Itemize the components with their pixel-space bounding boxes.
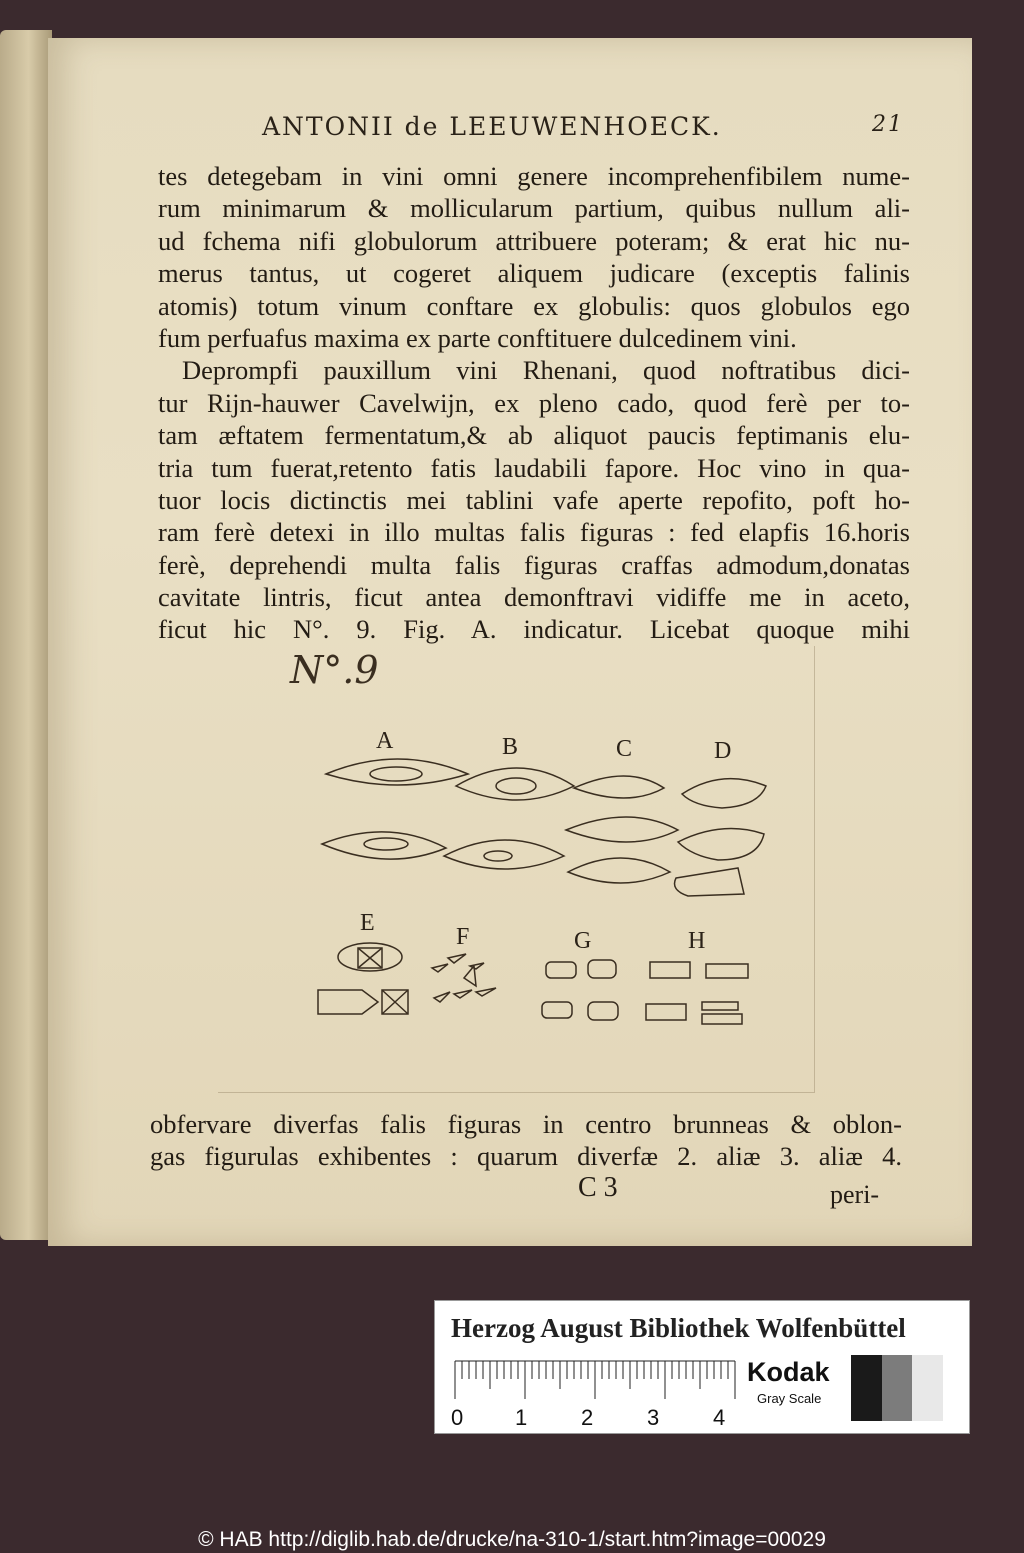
text-line: gas figurulas exhibentes : quarum diverfæ 2. aliæ 3. aliæ 4. — [150, 1141, 902, 1172]
text-line: cavitate lintris, ficut antea demonftravi vidiffe me in aceto, — [158, 582, 910, 613]
ruler-label-3: 3 — [647, 1405, 660, 1429]
text-line: tur Rijn-hauwer Cavelwijn, ex pleno cado, quod ferè per to- — [158, 387, 910, 418]
running-title: ANTONII de LEEUWENHOECK. — [262, 112, 722, 141]
figure-b-lower — [444, 840, 564, 869]
text-line: atomis) totum vinum conftare ex globulis: quos globulos ego — [158, 290, 910, 321]
figure-label-g: G — [574, 928, 592, 954]
text-line: rum minimarum & mollicularum partium, quibus nullum ali- — [158, 193, 910, 224]
figure-label-a: A — [376, 728, 394, 754]
figure-label-f: F — [456, 924, 470, 950]
figure-a-lower-center — [364, 838, 408, 850]
text-line: tes detegebam in vini omni genere incomprehenfibilem nume- — [158, 161, 910, 191]
main-text — [158, 160, 910, 646]
figure-g-3 — [542, 1002, 572, 1018]
ruler-label-1: 1 — [515, 1405, 528, 1429]
figure-label-d: D — [714, 738, 732, 764]
running-header — [262, 112, 962, 141]
ruler-label-0: 0 — [451, 1405, 464, 1429]
figure-h-2 — [706, 964, 748, 978]
swatch-black — [851, 1355, 882, 1421]
previous-page-edge — [0, 30, 52, 1240]
figure-h-5 — [702, 1014, 742, 1024]
gray-scale-label: Gray Scale — [757, 1391, 822, 1406]
figure-h-4 — [702, 1002, 738, 1010]
gray-swatches — [851, 1355, 943, 1421]
copyright-footer: © HAB http://diglib.hab.de/drucke/na-310-1/start.htm?image=00029 — [198, 1528, 826, 1551]
figure-label-h: H — [688, 928, 706, 954]
text-line: ficut hic N°. 9. Fig. A. indicatur. Licebat quoque mihi — [158, 614, 910, 645]
continuation-text — [150, 1108, 902, 1173]
ruler-label-4: 4 — [713, 1405, 726, 1429]
text-line: ferè, deprehendi multa falis figuras craffas admodum,donatas — [158, 549, 910, 580]
figure-d-1 — [682, 779, 766, 808]
figure-d-3 — [675, 868, 745, 896]
page-number: 21 — [872, 112, 904, 137]
figure-e-upper — [338, 943, 402, 971]
figure-g-2 — [588, 960, 616, 978]
text-line: tria tum fuerat,retento fatis laudabili fapore. Hoc vino in qua- — [158, 452, 910, 483]
text-line: obfervare diverfas falis figuras in centro brunneas & oblon- — [150, 1109, 902, 1139]
swatch-gray — [882, 1355, 913, 1421]
ruler-label-2: 2 — [581, 1405, 594, 1429]
text-line: tuor locis dictinctis mei tablini vafe aperte repofito, poft ho- — [158, 484, 910, 515]
library-name: Herzog August Bibliothek Wolfenbüttel — [451, 1313, 906, 1343]
figure-e-lower-left — [318, 990, 378, 1014]
figure-g-1 — [546, 962, 576, 978]
text-line: ram ferè detexi in illo multas falis figuras : fed elapfis 16.horis — [158, 517, 910, 548]
engraved-plate — [218, 646, 815, 1093]
figure-b-upper — [456, 768, 574, 800]
figure-g-4 — [588, 1002, 618, 1020]
figure-a-lower — [322, 832, 446, 859]
figure-label-b: B — [502, 734, 519, 760]
text-line: ud fchema nifi globulorum attribuere poteram; & erat hic nu- — [158, 225, 910, 256]
text-line: Deprompfi pauxillum vini Rhenani, quod noftratibus dici- — [182, 355, 910, 386]
figure-b-lower-center — [484, 851, 512, 861]
figure-d-2 — [678, 829, 764, 860]
swatch-white — [912, 1355, 943, 1421]
figure-label-c: C — [616, 736, 633, 762]
text-line: tam æftatem fermentatum,& ab aliquot paucis feptimanis elu- — [158, 420, 910, 451]
text-line: merus tantus, ut cogeret aliquem judicare (exceptis falinis — [158, 258, 910, 289]
figure-a-upper-center — [370, 767, 422, 781]
figure-h-3 — [646, 1004, 686, 1020]
salt-figures-illustration — [218, 646, 814, 1092]
figure-c-1 — [574, 776, 664, 798]
figure-b-upper-center — [496, 778, 536, 794]
signature-mark: C 3 — [578, 1172, 618, 1203]
figure-c-2 — [566, 817, 678, 842]
scale-ruler — [451, 1359, 741, 1429]
text-line: fum perfuafus maxima ex parte conftituere dulcedinem vini. — [158, 322, 797, 353]
figure-label-e: E — [360, 910, 375, 936]
figure-h-1 — [650, 962, 690, 978]
catchword: peri- — [830, 1180, 880, 1209]
plate-number: N°.9 — [290, 648, 379, 692]
figure-c-3 — [568, 858, 670, 883]
kodak-logo: Kodak — [747, 1357, 830, 1387]
figure-f-fragments — [432, 954, 496, 1002]
color-reference-card — [434, 1300, 970, 1434]
